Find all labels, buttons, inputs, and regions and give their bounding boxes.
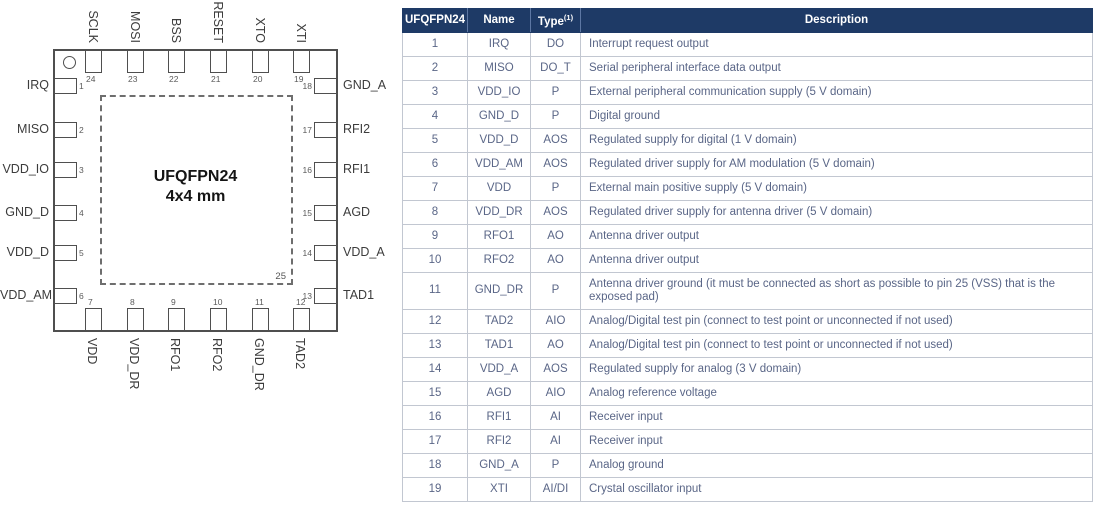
pin-pad-18 (314, 78, 336, 94)
pin-label-MISO: MISO (17, 122, 49, 136)
pin-cell: 11 (403, 272, 468, 309)
pinout-diagram (0, 0, 400, 515)
header-type-footnote: (1) (563, 13, 574, 22)
table-row (403, 477, 1093, 501)
pin-number-6: 6 (79, 291, 84, 301)
pin-number-20: 20 (253, 74, 263, 84)
pin-cell: 10 (403, 248, 468, 272)
pin-pad-6 (55, 288, 77, 304)
type-cell: DO_T (531, 56, 581, 80)
pin-label-BSS: BSS (168, 17, 183, 43)
desc-cell: Receiver input (581, 429, 1093, 453)
type-cell: AO (531, 224, 581, 248)
table-row (403, 309, 1093, 333)
package-title (55, 167, 336, 207)
pin-label-AGD: AGD (343, 205, 371, 219)
type-cell: AI/DI (531, 477, 581, 501)
pin-number-4: 4 (79, 208, 84, 218)
type-cell: AOS (531, 152, 581, 176)
pin-label-VDD_D: VDD_D (6, 245, 49, 259)
pin-cell: 2 (403, 56, 468, 80)
type-cell: P (531, 176, 581, 200)
pin-label-XTO: XTO (252, 17, 267, 43)
table-row (403, 381, 1093, 405)
type-cell: AIO (531, 309, 581, 333)
table-row (403, 453, 1093, 477)
table-row (403, 405, 1093, 429)
name-cell: RFI1 (468, 405, 531, 429)
desc-cell: Regulated driver supply for AM modulation (5 V domain) (581, 152, 1093, 176)
pin-pad-15 (314, 205, 336, 221)
header-pin: UFQFPN24 (403, 9, 468, 33)
pin-pad-10 (210, 308, 227, 330)
pin-cell: 6 (403, 152, 468, 176)
chip-body (53, 49, 338, 332)
pin-pad-20 (252, 51, 269, 73)
pin-cell: 5 (403, 128, 468, 152)
pin-label-RFO1: RFO1 (168, 338, 182, 372)
pin-number-19: 19 (294, 74, 304, 84)
desc-cell: Interrupt request output (581, 32, 1093, 56)
table-row (403, 176, 1093, 200)
pin1-marker-icon (63, 56, 76, 69)
type-cell: P (531, 104, 581, 128)
table-row (403, 248, 1093, 272)
pin-pad-12 (293, 308, 310, 330)
type-cell: AOS (531, 357, 581, 381)
header-description: Description (581, 9, 1093, 33)
pin-number-9: 9 (171, 297, 176, 307)
pin-cell: 1 (403, 32, 468, 56)
pin-pad-16 (314, 162, 336, 178)
desc-cell: Regulated supply for analog (3 V domain) (581, 357, 1093, 381)
pin-label-GND_A: GND_A (343, 78, 387, 92)
table-row (403, 80, 1093, 104)
type-cell: AI (531, 429, 581, 453)
desc-cell: Analog/Digital test pin (connect to test point or unconnected if not used) (581, 309, 1093, 333)
desc-cell: External main positive supply (5 V domain) (581, 176, 1093, 200)
desc-cell: Antenna driver output (581, 224, 1093, 248)
type-cell: AO (531, 248, 581, 272)
header-type: Type$^{(1)}$ (531, 9, 581, 33)
table-row (403, 200, 1093, 224)
pin-cell: 14 (403, 357, 468, 381)
pin-number-7: 7 (88, 297, 93, 307)
pin-number-24: 24 (86, 74, 96, 84)
name-cell: AGD (468, 381, 531, 405)
pin-pad-2 (55, 122, 77, 138)
package-size: 4x4 mm (165, 188, 226, 205)
pin-pad-7 (85, 308, 102, 330)
pin-number-17: 17 (302, 125, 312, 135)
pin-table-body (403, 32, 1093, 501)
name-cell: RFI2 (468, 429, 531, 453)
desc-cell: Analog reference voltage (581, 381, 1093, 405)
pin-label-RFI1: RFI1 (343, 162, 371, 176)
name-cell: RFO2 (468, 248, 531, 272)
pin-label-GND_D: GND_D (5, 205, 49, 219)
pin-pad-19 (293, 51, 310, 73)
name-cell: GND_A (468, 453, 531, 477)
desc-cell: External peripheral communication supply (5 V domain) (581, 80, 1093, 104)
desc-cell: Antenna driver ground (it must be connected as short as possible to pin 25 (VSS) that is the exposed pad) (581, 272, 1093, 309)
name-cell: TAD2 (468, 309, 531, 333)
pin-number-8: 8 (130, 297, 135, 307)
pin-cell: 13 (403, 333, 468, 357)
name-cell: VDD_D (468, 128, 531, 152)
pin-pad-21 (210, 51, 227, 73)
pin-cell: 17 (403, 429, 468, 453)
pin-label-RFO2: RFO2 (210, 338, 224, 372)
type-cell: AOS (531, 128, 581, 152)
pin-pad-5 (55, 245, 77, 261)
pin-pad-9 (168, 308, 185, 330)
desc-cell: Analog/Digital test pin (connect to test point or unconnected if not used) (581, 333, 1093, 357)
pin-number-18: 18 (302, 81, 312, 91)
pin-cell: 4 (403, 104, 468, 128)
pin-number-5: 5 (79, 248, 84, 258)
type-cell: P (531, 272, 581, 309)
pin-number-21: 21 (211, 74, 221, 84)
table-row (403, 56, 1093, 80)
desc-cell: Antenna driver output (581, 248, 1093, 272)
pin-pad-1 (55, 78, 77, 94)
pin-label-SCLK: SCLK (85, 10, 100, 43)
pin-pad-3 (55, 162, 77, 178)
type-cell: AO (531, 333, 581, 357)
pin-label-IRQ: IRQ (26, 78, 49, 92)
pin-label-VDD: VDD (85, 338, 99, 365)
pin-number-2: 2 (79, 125, 84, 135)
table-row (403, 429, 1093, 453)
pin-pad-13 (314, 288, 336, 304)
pin-number-14: 14 (302, 248, 312, 258)
header-name: Name (468, 9, 531, 33)
pin-cell: 15 (403, 381, 468, 405)
pin-number-1: 1 (79, 81, 84, 91)
desc-cell: Digital ground (581, 104, 1093, 128)
table-row (403, 32, 1093, 56)
pin-number-22: 22 (169, 74, 179, 84)
table-row (403, 224, 1093, 248)
table-header-row (403, 9, 1093, 33)
name-cell: VDD_AM (468, 152, 531, 176)
pin-label-MOSI: MOSI (127, 11, 142, 43)
pin-number-11: 11 (255, 297, 264, 307)
pin-pad-17 (314, 122, 336, 138)
name-cell: GND_DR (468, 272, 531, 309)
desc-cell: Regulated supply for digital (1 V domain) (581, 128, 1093, 152)
pin-pad-24 (85, 51, 102, 73)
desc-cell: Crystal oscillator input (581, 477, 1093, 501)
pin-pad-4 (55, 205, 77, 221)
name-cell: VDD_DR (468, 200, 531, 224)
pin-label-TAD1: TAD1 (343, 288, 375, 302)
pin-cell: 12 (403, 309, 468, 333)
name-cell: GND_D (468, 104, 531, 128)
name-cell: RFO1 (468, 224, 531, 248)
type-cell: P (531, 80, 581, 104)
pin-number-12: 12 (296, 297, 306, 307)
desc-cell: Regulated driver supply for antenna driver (5 V domain) (581, 200, 1093, 224)
desc-cell: Serial peripheral interface data output (581, 56, 1093, 80)
name-cell: MISO (468, 56, 531, 80)
name-cell: XTI (468, 477, 531, 501)
name-cell: VDD (468, 176, 531, 200)
pin-pad-23 (127, 51, 144, 73)
pin-cell: 18 (403, 453, 468, 477)
pin-pad-11 (252, 308, 269, 330)
table-row (403, 333, 1093, 357)
type-cell: AI (531, 405, 581, 429)
pin-number-23: 23 (128, 74, 138, 84)
type-cell: DO (531, 32, 581, 56)
name-cell: VDD_IO (468, 80, 531, 104)
pin-label-VDD_IO: VDD_IO (2, 162, 49, 176)
exposed-pad-number: 25 (275, 271, 286, 282)
pin-description-table (402, 8, 1093, 502)
pin-cell: 7 (403, 176, 468, 200)
name-cell: TAD1 (468, 333, 531, 357)
pin-cell: 3 (403, 80, 468, 104)
pin-pad-22 (168, 51, 185, 73)
name-cell: VDD_A (468, 357, 531, 381)
pin-label-VDD_AM: VDD_AM (0, 288, 53, 302)
table-row (403, 104, 1093, 128)
table-row (403, 128, 1093, 152)
desc-cell: Receiver input (581, 405, 1093, 429)
pin-cell: 9 (403, 224, 468, 248)
table-row (403, 357, 1093, 381)
type-cell: AOS (531, 200, 581, 224)
pin-number-3: 3 (79, 165, 84, 175)
pin-number-15: 15 (302, 208, 312, 218)
pin-number-13: 13 (302, 291, 312, 301)
pin-number-10: 10 (213, 297, 223, 307)
pin-pad-8 (127, 308, 144, 330)
desc-cell: Analog ground (581, 453, 1093, 477)
pin-number-16: 16 (302, 165, 312, 175)
pin-label-RESET: RESET (210, 1, 225, 43)
pin-label-XTI: XTI (293, 23, 308, 43)
type-cell: P (531, 453, 581, 477)
package-name: UFQFPN24 (153, 168, 238, 185)
pin-cell: 8 (403, 200, 468, 224)
pin-cell: 19 (403, 477, 468, 501)
name-cell: IRQ (468, 32, 531, 56)
pin-cell: 16 (403, 405, 468, 429)
pin-label-GND_DR: GND_DR (252, 338, 266, 391)
pin-label-VDD_DR: VDD_DR (127, 338, 141, 390)
table-row (403, 272, 1093, 309)
pin-label-RFI2: RFI2 (343, 122, 371, 136)
pin-label-TAD2: TAD2 (293, 338, 307, 370)
type-cell: AIO (531, 381, 581, 405)
table-row (403, 152, 1093, 176)
pin-pad-14 (314, 245, 336, 261)
pin-label-VDD_A: VDD_A (343, 245, 385, 259)
